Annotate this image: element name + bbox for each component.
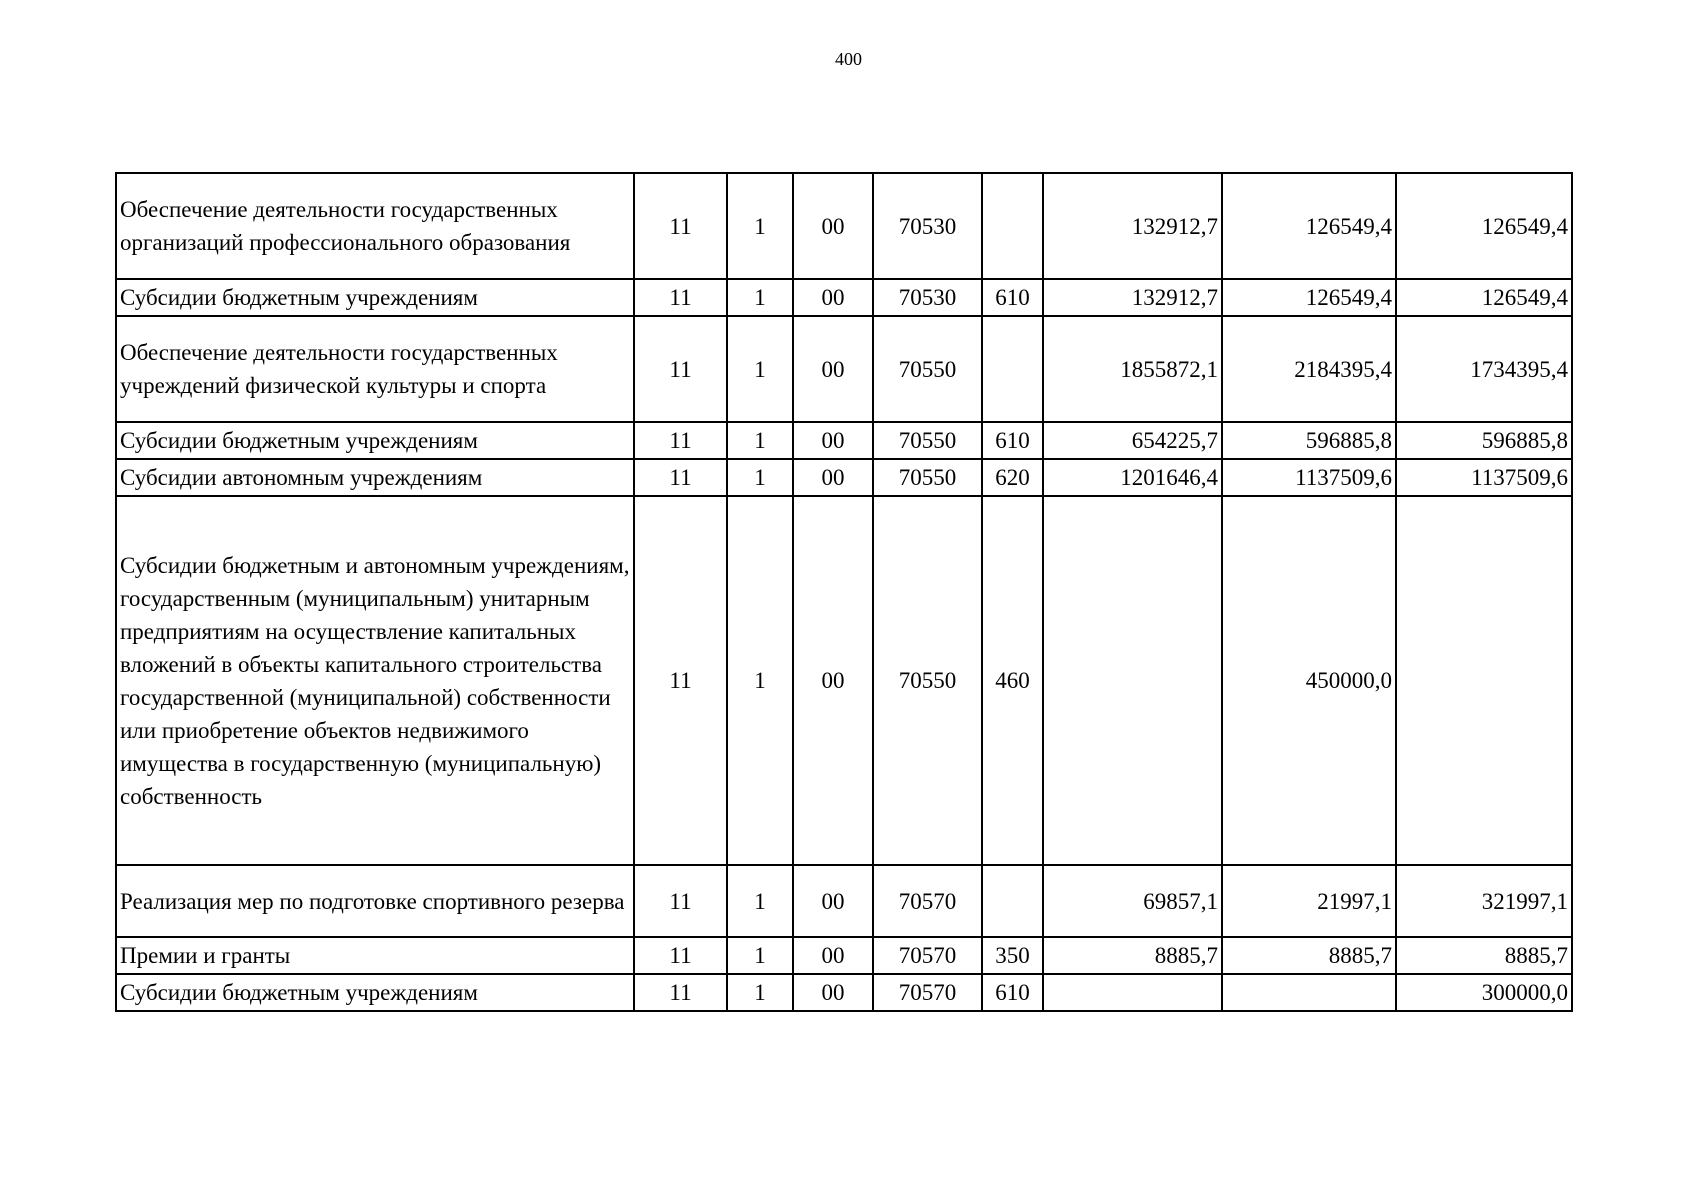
amount-year-3: 321997,1 xyxy=(1396,865,1572,937)
amount-year-1: 132912,7 xyxy=(1043,279,1222,316)
amount-year-3: 1137509,6 xyxy=(1396,459,1572,496)
amount-year-2 xyxy=(1222,974,1396,1011)
table-row xyxy=(116,974,1572,1011)
target-article-code: 70570 xyxy=(873,974,982,1011)
amount-year-3: 126549,4 xyxy=(1396,279,1572,316)
subsection-code: 1 xyxy=(727,937,793,974)
target-article-code: 70570 xyxy=(873,937,982,974)
section-code: 11 xyxy=(634,865,727,937)
table-row xyxy=(116,173,1572,279)
table-row xyxy=(116,865,1572,937)
amount-year-3: 126549,4 xyxy=(1396,173,1572,279)
amount-year-2: 2184395,4 xyxy=(1222,316,1396,422)
section-code: 11 xyxy=(634,316,727,422)
page-number: 400 xyxy=(835,49,862,69)
amount-year-3: 300000,0 xyxy=(1396,974,1572,1011)
table-row xyxy=(116,459,1572,496)
program-code: 00 xyxy=(793,459,873,496)
amount-year-1 xyxy=(1043,496,1222,865)
section-code: 11 xyxy=(634,937,727,974)
program-code: 00 xyxy=(793,422,873,459)
row-name: Субсидии бюджетным учреждениям xyxy=(116,279,634,316)
amount-year-1: 132912,7 xyxy=(1043,173,1222,279)
row-name: Реализация мер по подготовке спортивного резерва xyxy=(116,865,634,937)
program-code: 00 xyxy=(793,496,873,865)
amount-year-2: 450000,0 xyxy=(1222,496,1396,865)
amount-year-1: 69857,1 xyxy=(1043,865,1222,937)
target-article-code: 70550 xyxy=(873,316,982,422)
program-code: 00 xyxy=(793,974,873,1011)
row-name: Субсидии автономным учреждениям xyxy=(116,459,634,496)
amount-year-2: 126549,4 xyxy=(1222,279,1396,316)
section-code: 11 xyxy=(634,173,727,279)
row-name: Обеспечение деятельности государственных организаций профессионального образования xyxy=(116,173,634,279)
subsection-code: 1 xyxy=(727,173,793,279)
expense-type-code: 610 xyxy=(982,422,1043,459)
expense-type-code xyxy=(982,173,1043,279)
table-row xyxy=(116,496,1572,865)
target-article-code: 70530 xyxy=(873,173,982,279)
program-code: 00 xyxy=(793,937,873,974)
budget-table xyxy=(115,172,1573,1012)
amount-year-3: 8885,7 xyxy=(1396,937,1572,974)
amount-year-1: 1201646,4 xyxy=(1043,459,1222,496)
subsection-code: 1 xyxy=(727,459,793,496)
program-code: 00 xyxy=(793,316,873,422)
target-article-code: 70570 xyxy=(873,865,982,937)
subsection-code: 1 xyxy=(727,496,793,865)
target-article-code: 70530 xyxy=(873,279,982,316)
expense-type-code xyxy=(982,865,1043,937)
row-name: Обеспечение деятельности государственных учреждений физической культуры и спорта xyxy=(116,316,634,422)
section-code: 11 xyxy=(634,279,727,316)
section-code: 11 xyxy=(634,459,727,496)
row-name: Субсидии бюджетным учреждениям xyxy=(116,974,634,1011)
amount-year-2: 1137509,6 xyxy=(1222,459,1396,496)
expense-type-code: 460 xyxy=(982,496,1043,865)
amount-year-1 xyxy=(1043,974,1222,1011)
target-article-code: 70550 xyxy=(873,496,982,865)
subsection-code: 1 xyxy=(727,422,793,459)
table-row xyxy=(116,422,1572,459)
table-row xyxy=(116,937,1572,974)
subsection-code: 1 xyxy=(727,316,793,422)
subsection-code: 1 xyxy=(727,974,793,1011)
amount-year-1: 654225,7 xyxy=(1043,422,1222,459)
section-code: 11 xyxy=(634,974,727,1011)
section-code: 11 xyxy=(634,422,727,459)
subsection-code: 1 xyxy=(727,865,793,937)
amount-year-2: 596885,8 xyxy=(1222,422,1396,459)
row-name: Субсидии бюджетным и автономным учреждениям, государственным (муниципальным) унитарным предприятиям на осуществление капитальных вложений в объекты капитального строительства государственной (муниципальной) собственности или приобретение объектов недвижимого имущества в государственную (муниципальную) собственность xyxy=(116,496,634,865)
expense-type-code: 610 xyxy=(982,974,1043,1011)
row-name: Субсидии бюджетным учреждениям xyxy=(116,422,634,459)
amount-year-1: 8885,7 xyxy=(1043,937,1222,974)
row-name: Премии и гранты xyxy=(116,937,634,974)
amount-year-2: 8885,7 xyxy=(1222,937,1396,974)
target-article-code: 70550 xyxy=(873,459,982,496)
table-row xyxy=(116,316,1572,422)
expense-type-code: 350 xyxy=(982,937,1043,974)
table-row xyxy=(116,279,1572,316)
program-code: 00 xyxy=(793,173,873,279)
amount-year-2: 21997,1 xyxy=(1222,865,1396,937)
section-code: 11 xyxy=(634,496,727,865)
amount-year-3 xyxy=(1396,496,1572,865)
expense-type-code: 610 xyxy=(982,279,1043,316)
program-code: 00 xyxy=(793,279,873,316)
target-article-code: 70550 xyxy=(873,422,982,459)
amount-year-1: 1855872,1 xyxy=(1043,316,1222,422)
program-code: 00 xyxy=(793,865,873,937)
expense-type-code xyxy=(982,316,1043,422)
expense-type-code: 620 xyxy=(982,459,1043,496)
amount-year-3: 1734395,4 xyxy=(1396,316,1572,422)
amount-year-2: 126549,4 xyxy=(1222,173,1396,279)
amount-year-3: 596885,8 xyxy=(1396,422,1572,459)
subsection-code: 1 xyxy=(727,279,793,316)
